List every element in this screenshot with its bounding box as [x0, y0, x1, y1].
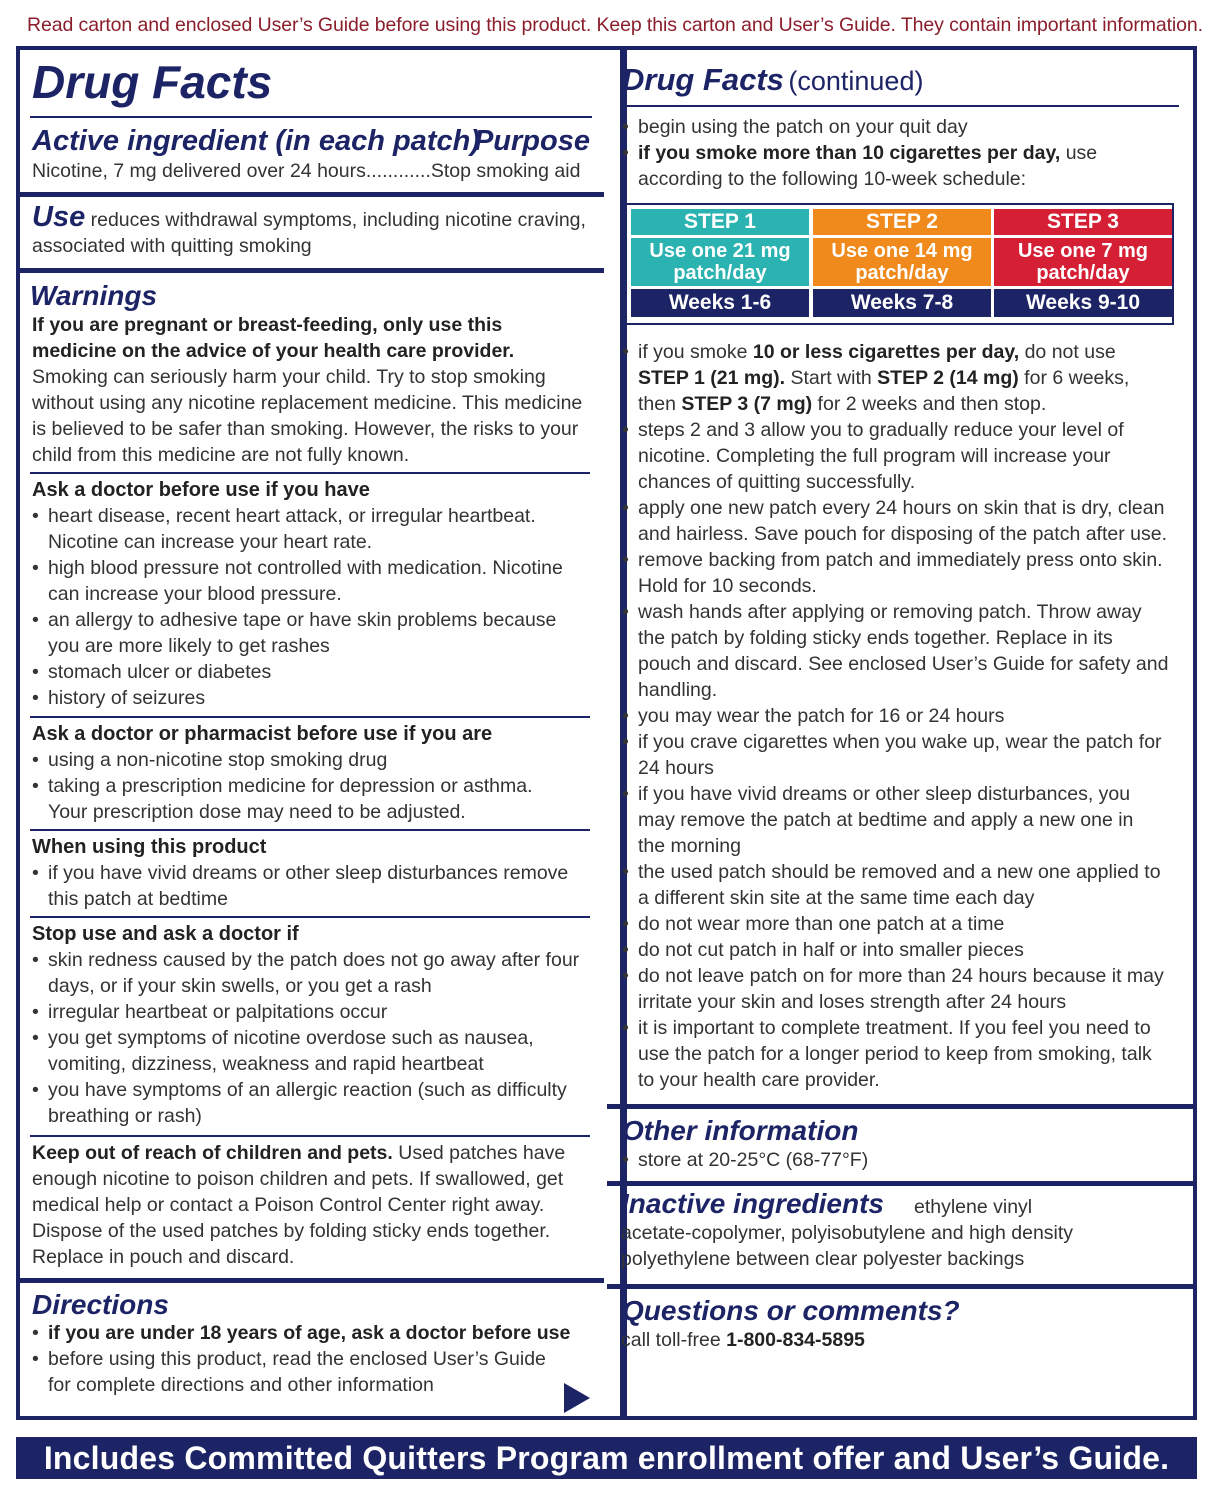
stop-use-heading: Stop use and ask a doctor if — [32, 923, 299, 945]
list-item: • begin using the patch on your quit day — [622, 114, 1187, 140]
directions-continued-list — [622, 339, 1192, 1093]
inactive-ingredients-section — [621, 1188, 1186, 1272]
step-weeks: Weeks 1-6 — [631, 289, 809, 317]
pregnant-warning — [32, 312, 597, 468]
inactive-line3: polyethylene between clear polyester backings — [621, 1248, 1025, 1270]
other-info-heading: Other information — [622, 1115, 859, 1146]
list-item: • do not leave patch on for more than 24 hours because it may irritate your skin and loses strength after 24 hours — [622, 963, 1192, 1015]
list-item: • if you crave cigarettes when you wake up, wear the patch for 24 hours — [622, 729, 1192, 781]
list-item: • store at 20-25°C (68-77°F) — [622, 1147, 1187, 1173]
list-item: • an allergy to adhesive tape or have skin problems because you are more likely to get rashes — [32, 607, 597, 659]
keep-out-line: medical help or contact a Poison Control Center right away. — [32, 1194, 545, 1216]
list-item: • you may wear the patch for 16 or 24 hours — [622, 703, 1192, 729]
schedule-table — [625, 203, 1174, 325]
divider — [30, 916, 590, 918]
when-using-list — [32, 860, 597, 912]
use-section — [32, 201, 597, 259]
step-2-column — [813, 209, 991, 317]
phone-number[interactable]: 1-800-834-5895 — [726, 1329, 865, 1351]
pregnant-text-3: is believed to be safer than smoking. However, the risks to your — [32, 418, 579, 440]
list-item: • wash hands after applying or removing patch. Throw away the patch by folding sticky ends together. Replace in its pouch and discard. See enclosed User’s Guide for safety and handling. — [622, 599, 1192, 703]
use-text-line1: reduces withdrawal symptoms, including nicotine craving, — [90, 209, 586, 231]
section-bar — [607, 1181, 1196, 1186]
list-item: • do not cut patch in half or into smaller pieces — [622, 937, 1192, 963]
purpose: Stop smoking aid — [430, 160, 581, 182]
divider — [30, 116, 592, 118]
continued-label: (continued) — [788, 66, 924, 96]
divider — [30, 472, 590, 474]
pregnant-text-4: child from this medicine are not fully known. — [32, 444, 410, 466]
list-item: • if you are under 18 years of age, ask a doctor before use — [32, 1320, 592, 1346]
list-item: • taking a prescription medicine for depression or asthma. Your prescription dose may need to be adjusted. — [32, 773, 597, 825]
keep-out-line: Dispose of the used patches by folding sticky ends together. — [32, 1220, 551, 1242]
list-item: • you have symptoms of an allergic reaction (such as difficulty breathing or rash) — [32, 1077, 597, 1129]
section-bar — [20, 1278, 604, 1283]
ingredient: Nicotine, 7 mg delivered over 24 hours — [32, 160, 366, 182]
divider — [622, 105, 1179, 107]
step-3-column — [994, 209, 1172, 317]
list-item: • remove backing from patch and immediately press onto skin. Hold for 10 seconds. — [622, 547, 1192, 599]
list-item: • it is important to complete treatment. If you feel you need to use the patch for a longer period to keep from smoking, talk to your health care provider. — [622, 1015, 1192, 1093]
list-item: • before using this product, read the enclosed User’s Guide for complete directions and other information — [32, 1346, 592, 1398]
list-item: • stomach ulcer or diabetes — [32, 659, 597, 685]
ask-pharmacist-heading: Ask a doctor or pharmacist before use if you are — [32, 723, 493, 745]
list-item: • high blood pressure not controlled with medication. Nicotine can increase your blood pressure. — [32, 555, 597, 607]
section-bar — [20, 268, 604, 273]
play-arrow-icon — [564, 1383, 590, 1413]
inactive-heading: Inactive ingredients — [621, 1188, 884, 1219]
directions-heading: Directions — [32, 1289, 169, 1320]
section-bar — [20, 192, 604, 197]
when-using-section — [32, 834, 597, 912]
drug-facts-title-continued: Drug Facts — [622, 62, 784, 97]
other-info-list — [622, 1147, 1187, 1173]
use-heading: Use — [32, 201, 86, 233]
pregnant-text-1: Smoking can seriously harm your child. Try to stop smoking — [32, 366, 546, 388]
directions-section — [32, 1320, 592, 1398]
divider — [30, 1135, 590, 1137]
list-item: • apply one new patch every 24 hours on skin that is dry, clean and hairless. Save pouch for disposing of the patch after use. — [622, 495, 1192, 547]
ask-pharmacist-list — [32, 747, 597, 825]
ask-doctor-list — [32, 503, 597, 711]
section-bar — [607, 1104, 1196, 1109]
inactive-line1: ethylene vinyl — [913, 1196, 1033, 1218]
pregnant-bold-1: If you are pregnant or breast-feeding, only use this — [32, 314, 503, 336]
list-item: • if you have vivid dreams or other sleep disturbances remove this patch at bedtime — [32, 860, 597, 912]
ask-doctor-section — [32, 477, 597, 711]
list-item: • irregular heartbeat or palpitations occur — [32, 999, 597, 1025]
when-using-heading: When using this product — [32, 836, 267, 858]
keep-out-text: Used patches have — [392, 1142, 566, 1164]
inactive-line2: acetate-copolymer, polyisobutylene and high density — [621, 1222, 1074, 1244]
keep-out-section — [32, 1140, 597, 1270]
warnings-heading: Warnings — [30, 280, 158, 311]
keep-out-bold: Keep out of reach of children and pets. — [32, 1142, 393, 1164]
list-item: • history of seizures — [32, 685, 597, 711]
continued-title — [622, 62, 923, 98]
intro-list — [622, 114, 1187, 192]
call-text: call toll-free — [621, 1329, 727, 1351]
list-item: • you get symptoms of nicotine overdose such as nausea, vomiting, dizziness, weakness and rapid heartbeat — [32, 1025, 597, 1077]
list-item: • heart disease, recent heart attack, or irregular heartbeat. Nicotine can increase your heart rate. — [32, 503, 597, 555]
step-weeks: Weeks 7-8 — [813, 289, 991, 317]
pregnant-bold-2: medicine on the advice of your health care provider. — [32, 340, 515, 362]
step-dose: Use one 14 mg patch/day — [813, 238, 991, 286]
list-item: • skin redness caused by the patch does not go away after four days, or if your skin swells, or you get a rash — [32, 947, 597, 999]
list-item: • if you have vivid dreams or other sleep disturbances, you may remove the patch at bedtime and apply a new one in the morning — [622, 781, 1192, 859]
section-bar — [607, 1284, 1196, 1289]
divider — [30, 829, 590, 831]
questions-heading: Questions or comments? — [622, 1295, 960, 1326]
enrollment-banner: Includes Committed Quitters Program enrollment offer and User’s Guide. — [16, 1437, 1197, 1479]
step-label: STEP 3 — [994, 209, 1172, 235]
list-item: • the used patch should be removed and a new one applied to a different skin site at the same time each day — [622, 859, 1192, 911]
directions-list — [32, 1320, 592, 1398]
active-ingredient-row — [32, 158, 592, 184]
active-ingredient-heading: Active ingredient (in each patch) — [32, 125, 480, 157]
purpose-heading: Purpose — [473, 125, 590, 157]
list-item: • steps 2 and 3 allow you to gradually reduce your level of nicotine. Completing the full program will increase your chances of quitting successfully. — [622, 417, 1192, 495]
list-item: • if you smoke more than 10 cigarettes per day, use according to the following 10-week schedule: — [622, 140, 1187, 192]
questions-contact — [621, 1327, 865, 1353]
top-warning: Read carton and enclosed User’s Guide before using this product. Keep this carton and User’s Guide. They contain important information. — [27, 14, 1203, 36]
drug-facts-title: Drug Facts — [32, 56, 273, 108]
leader-dots: ............ — [365, 160, 431, 182]
stop-use-section — [32, 921, 597, 1129]
step-weeks: Weeks 9-10 — [994, 289, 1172, 317]
stop-use-list — [32, 947, 597, 1129]
keep-out-line: Replace in pouch and discard. — [32, 1246, 295, 1268]
step-dose: Use one 21 mg patch/day — [631, 238, 809, 286]
keep-out-line: enough nicotine to poison children and pets. If swallowed, get — [32, 1168, 564, 1190]
step-dose: Use one 7 mg patch/day — [994, 238, 1172, 286]
ask-pharmacist-section — [32, 721, 597, 825]
list-item: • do not wear more than one patch at a time — [622, 911, 1192, 937]
use-text-line2: associated with quitting smoking — [32, 235, 312, 257]
step-label: STEP 2 — [813, 209, 991, 235]
ask-doctor-heading: Ask a doctor before use if you have — [32, 479, 370, 501]
list-item: • using a non-nicotine stop smoking drug — [32, 747, 597, 773]
list-item: • if you smoke 10 or less cigarettes per day, do not use STEP 1 (21 mg). Start with STEP 2 (14 mg) for 6 weeks, then STEP 3 (7 mg) for 2 weeks and then stop. — [622, 339, 1192, 417]
divider — [30, 716, 590, 718]
pregnant-text-2: without using any nicotine replacement medicine. This medicine — [32, 392, 583, 414]
step-1-column — [631, 209, 809, 317]
step-label: STEP 1 — [631, 209, 809, 235]
